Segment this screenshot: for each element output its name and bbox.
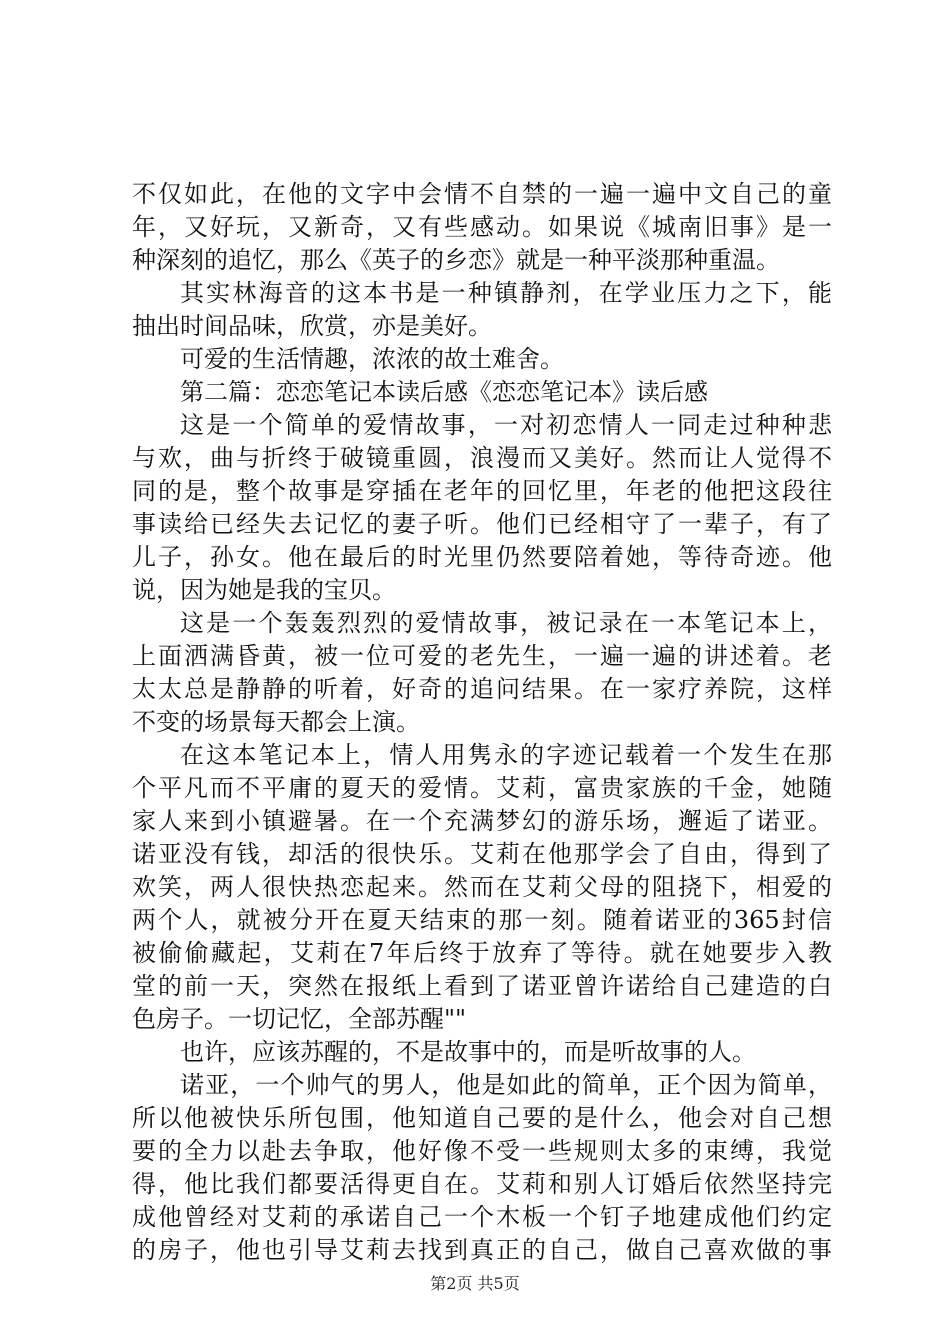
text-line: 与欢，曲与折终于破镜重圆，浪漫而又美好。然而让人觉得不: [132, 444, 832, 472]
text-line: 两个人，就被分开在夏天结束的那一刻。随着诺亚的365封信: [132, 906, 832, 934]
text-line: 太太总是静静的听着，好奇的追问结果。在一家疗养院，这样: [132, 675, 832, 703]
text-line: 得，他比我们都要活得更自在。艾莉和别人订婚后依然坚持完: [132, 1170, 832, 1198]
text-line: 抽出时间品味，欣赏，亦是美好。: [132, 312, 492, 340]
text-line: 的房子，他也引导艾莉去找到真正的自己，做自己喜欢做的事: [132, 1236, 832, 1264]
text-line: 成他曾经对艾莉的承诺自己一个木板一个钉子地建成他们约定: [132, 1203, 832, 1231]
text-line: 家人来到小镇避暑。在一个充满梦幻的游乐场，邂逅了诺亚。: [132, 807, 832, 835]
text-line: 诺亚，一个帅气的男人，他是如此的简单，正个因为简单，: [180, 1071, 832, 1099]
text-line: 也许，应该苏醒的，不是故事中的，而是听故事的人。: [180, 1038, 756, 1066]
text-line: 事读给已经失去记忆的妻子听。他们已经相守了一辈子，有了: [132, 510, 832, 538]
text-line: 种深刻的追忆，那么《英子的乡恋》就是一种平淡那种重温。: [132, 246, 780, 274]
text-line: 上面洒满昏黄，被一位可爱的老先生，一遍一遍的讲述着。老: [132, 642, 832, 670]
text-line: 堂的前一天，突然在报纸上看到了诺亚曾许诺给自己建造的白: [132, 972, 832, 1000]
text-line: 年，又好玩，又新奇，又有些感动。如果说《城南旧事》是一: [132, 213, 832, 241]
text-line: 同的是，整个故事是穿插在老年的回忆里，年老的他把这段往: [132, 477, 832, 505]
text-line: 色房子。一切记忆，全部苏醒"": [132, 1005, 467, 1033]
section-heading: 第二篇：恋恋笔记本读后感《恋恋笔记本》读后感: [180, 378, 708, 406]
text-line: 其实林海音的这本书是一种镇静剂，在学业压力之下，能: [180, 279, 832, 307]
text-line: 被偷偷藏起，艾莉在7年后终于放弃了等待。就在她要步入教: [132, 939, 832, 967]
text-line: 儿子，孙女。他在最后的时光里仍然要陪着她，等待奇迹。他: [132, 543, 832, 571]
text-line: 说，因为她是我的宝贝。: [132, 576, 396, 604]
text-line: 可爱的生活情趣，浓浓的故土难舍。: [180, 345, 564, 373]
text-line: 不仅如此，在他的文字中会情不自禁的一遍一遍中文自己的童: [132, 180, 832, 208]
page-number-footer: 第2页 共5页: [430, 1274, 520, 1293]
text-line: 这是一个轰轰烈烈的爱情故事，被记录在一本笔记本上，: [180, 609, 832, 637]
document-body: [132, 178, 832, 1267]
text-line: 诺亚没有钱，却活的很快乐。艾莉在他那学会了自由，得到了: [132, 840, 832, 868]
text-line: 在这本笔记本上，情人用隽永的字迹记载着一个发生在那: [180, 741, 832, 769]
text-line: 不变的场景每天都会上演。: [132, 708, 420, 736]
text-line: 欢笑，两人很快热恋起来。然而在艾莉父母的阻挠下，相爱的: [132, 873, 832, 901]
text-line: 个平凡而不平庸的夏天的爱情。艾莉，富贵家族的千金，她随: [132, 774, 832, 802]
text-line: 要的全力以赴去争取，他好像不受一些规则太多的束缚，我觉: [132, 1137, 832, 1165]
text-line: 这是一个简单的爱情故事，一对初恋情人一同走过种种悲: [180, 411, 832, 439]
text-line: 所以他被快乐所包围，他知道自己要的是什么，他会对自己想: [132, 1104, 832, 1132]
